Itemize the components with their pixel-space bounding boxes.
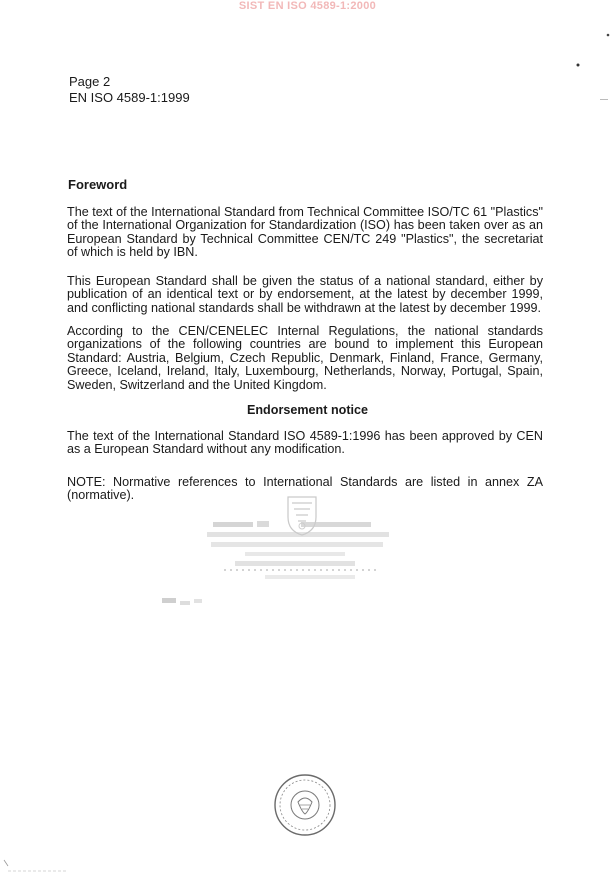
endorsement-paragraph: The text of the International Standard ISO 4589-1:1996 has been approved by CEN as a European Standard without any modification. bbox=[67, 429, 543, 457]
watermark: SIST EN ISO 4589-1:2000 bbox=[238, 0, 377, 12]
foreword-paragraph-3: According to the CEN/CENELEC Internal Regulations, the national standards organizations of the following countries are bound to implement this European Standard: Austria, Belgium, Czech Republic, Denmark, Finland, France, Germany, Greece, Iceland, Ireland, Italy, Luxembourg, Netherlands, Norway, Portugal, Spain, Sweden, Switzerland and the United Kingdom. bbox=[67, 324, 543, 392]
document-id: EN ISO 4589-1:1999 bbox=[69, 90, 190, 105]
foreword-paragraph-1: The text of the International Standard from Technical Committee ISO/TC 61 "Plastics" of the International Organization for Standardization (ISO) has been taken over as an European Standard by Technical Committee CEN/TC 249 "Plastics", the secretariat of which is held by IBN. bbox=[67, 205, 543, 260]
normative-note: NOTE: Normative references to International Standards are listed in annex ZA (normative). bbox=[67, 475, 543, 503]
foreword-paragraph-2: This European Standard shall be given the status of a national standard, either by publication of an identical text or by endorsement, at the latest by december 1999, and conflicting national standards shall be withdrawn at the latest by december 1999. bbox=[67, 274, 543, 315]
stamp-text-block-icon bbox=[205, 520, 395, 592]
page-number: Page 2 bbox=[69, 74, 111, 89]
scan-speck-icon bbox=[600, 98, 610, 102]
scan-speck-icon bbox=[575, 62, 583, 70]
seal-icon bbox=[272, 772, 338, 838]
page-header bbox=[69, 74, 190, 106]
scan-speck-icon bbox=[605, 32, 613, 40]
scan-speck-icon bbox=[2, 858, 72, 874]
foreword-heading: Foreword bbox=[68, 177, 128, 192]
stamp-mark-icon bbox=[160, 594, 206, 610]
endorsement-heading: Endorsement notice bbox=[246, 403, 369, 417]
